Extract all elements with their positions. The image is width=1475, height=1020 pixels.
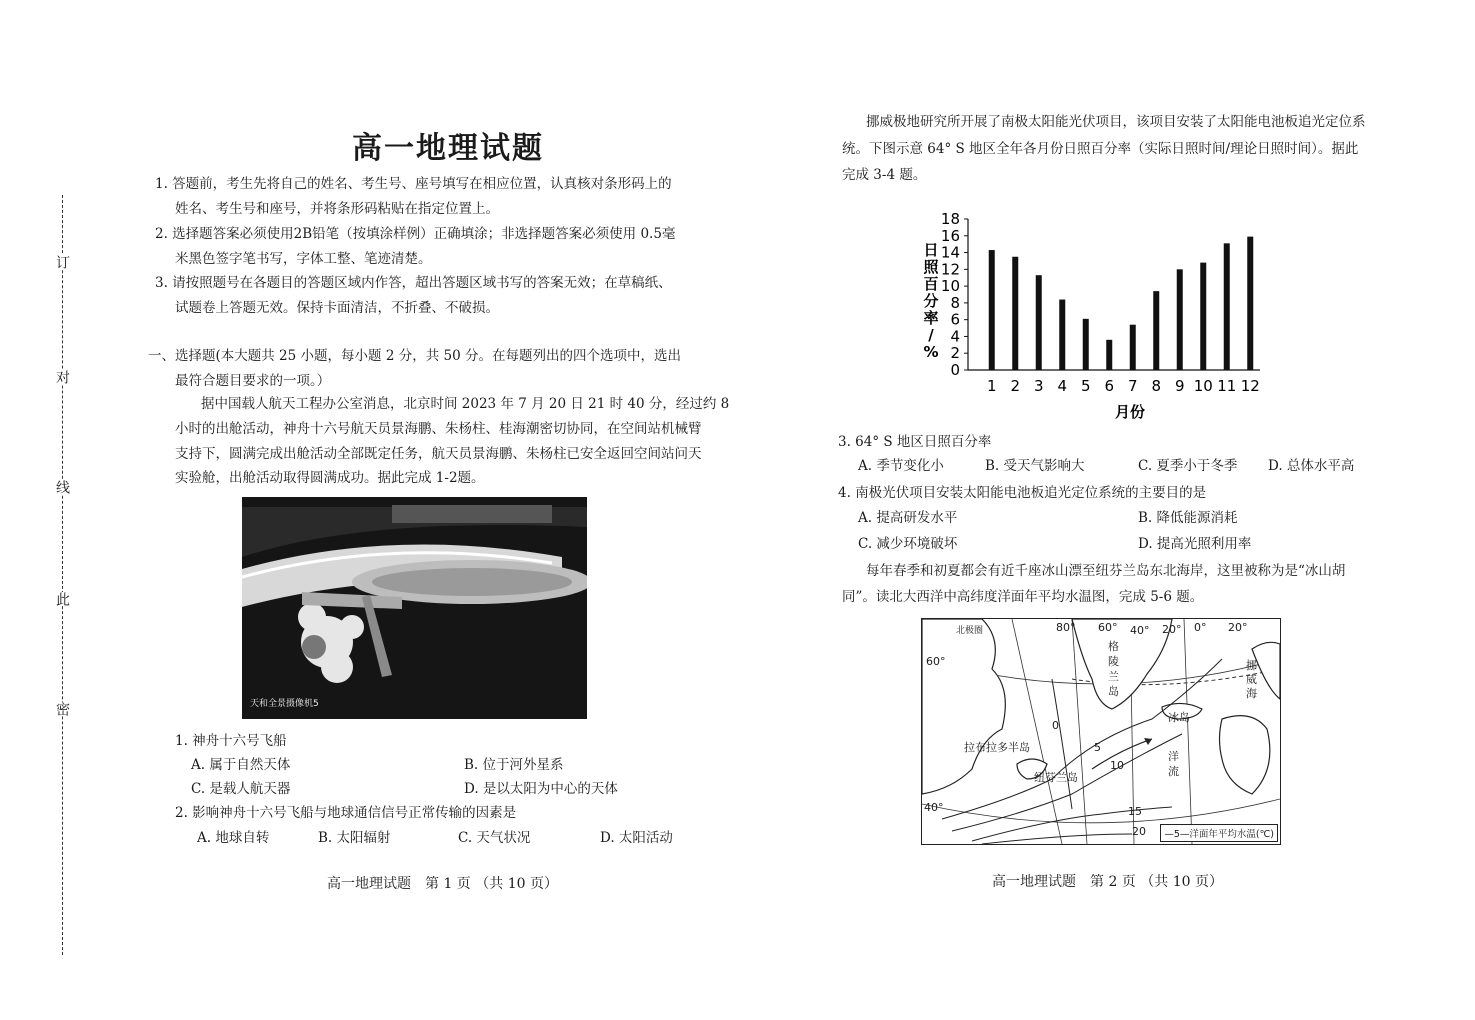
- lat-label: 60°: [926, 655, 946, 668]
- question-stem: 1. 神舟十六号飞船: [175, 733, 287, 749]
- map-label-norwegian-sea: 挪威海: [1246, 659, 1257, 700]
- x-tick-label: 10: [1193, 377, 1213, 395]
- question-stem: 2. 影响神舟十六号飞船与地球通信信号正常传输的因素是: [175, 805, 517, 821]
- isotherm-label: 0: [1052, 719, 1059, 732]
- bar-month-1: [989, 250, 995, 370]
- y-tick-label: 14: [940, 243, 960, 262]
- map-label-iceland: 冰岛: [1168, 711, 1190, 724]
- page-footer: 高一地理试题 第 2 页 （共 10 页）: [992, 874, 1223, 890]
- x-tick-label: 4: [1057, 377, 1068, 395]
- binding-char: 密: [54, 702, 70, 716]
- bar-month-8: [1153, 291, 1159, 370]
- lon-label: 20°: [1228, 621, 1248, 634]
- page-footer: 高一地理试题 第 1 页 （共 10 页）: [327, 876, 558, 892]
- passage-line: 同”。读北大西洋中高纬度洋面年平均水温图，完成 5-6 题。: [842, 589, 1204, 605]
- x-axis-label: 月份: [1114, 403, 1146, 421]
- lon-label: 0°: [1194, 621, 1207, 634]
- page-title: 高一地理试题: [352, 131, 544, 166]
- isotherm-label: 20: [1132, 825, 1146, 838]
- bar-month-9: [1177, 269, 1183, 370]
- photo-caption: 天和全景摄像机5: [250, 699, 319, 709]
- y-tick-label: 10: [940, 277, 960, 296]
- map-label: 北极圈: [956, 626, 984, 636]
- binding-dashed-line: [62, 195, 63, 955]
- x-tick-label: 5: [1080, 377, 1091, 395]
- lat-label: 40°: [924, 801, 944, 814]
- map-label-labrador: 拉布拉多半岛: [964, 741, 1030, 754]
- lon-label: 40°: [1130, 624, 1150, 637]
- option-d: D. 总体水平高: [1268, 458, 1355, 474]
- spacewalk-photo: [242, 497, 587, 719]
- passage-line: 每年春季和初夏都会有近千座冰山漂至纽芬兰岛东北海岸，这里被称为是“冰山胡: [866, 563, 1346, 579]
- option-b: B. 受天气影响大: [985, 458, 1085, 474]
- option-a: A. 地球自转: [197, 830, 270, 846]
- x-tick-label: 9: [1174, 377, 1185, 395]
- map-legend: —5—洋面年平均水温(℃): [1160, 824, 1278, 842]
- passage-line: 支持下，圆满完成出舱活动全部既定任务，航天员景海鹏、朱杨柱已安全返回空间站问天: [175, 446, 702, 462]
- instruction-line: 姓名、考生号和座号，并将条形码粘贴在指定位置上。: [175, 201, 499, 217]
- map-label-greenland: 格陵兰岛: [1108, 640, 1119, 698]
- option-a: A. 提高研发水平: [858, 510, 958, 526]
- option-c: C. 减少环境破坏: [858, 536, 958, 552]
- y-axis-label: [923, 241, 939, 361]
- option-d: D. 是以太阳为中心的天体: [464, 781, 618, 797]
- bar-month-10: [1200, 263, 1206, 370]
- option-d: D. 太阳活动: [600, 830, 673, 846]
- binding-char: 此: [54, 592, 70, 606]
- bar-month-2: [1012, 257, 1018, 370]
- section-heading: 一、选择题(本大题共 25 小题，每小题 2 分，共 50 分。在每题列出的四个选项中，选出: [148, 348, 681, 364]
- lon-label: 20°: [1162, 623, 1182, 636]
- x-tick-label: 2: [1010, 377, 1021, 395]
- bar-month-6: [1106, 340, 1112, 370]
- passage-line: 完成 3-4 题。: [842, 167, 927, 183]
- lon-label: 80°: [1056, 621, 1076, 634]
- binding-char: 线: [54, 480, 70, 494]
- isotherm-label: 10: [1110, 759, 1124, 772]
- bar-month-12: [1247, 237, 1253, 370]
- y-axis-label-char: 日: [923, 241, 939, 259]
- space-station-image: [242, 497, 587, 719]
- instruction-line: 米黑色签字笔书写，字体工整、笔迹清楚。: [175, 251, 432, 267]
- bar-month-4: [1059, 300, 1065, 370]
- x-tick-label: 3: [1033, 377, 1044, 395]
- option-b: B. 位于河外星系: [464, 757, 564, 773]
- x-tick-label: 8: [1151, 377, 1162, 395]
- bar-month-11: [1224, 243, 1230, 370]
- question-stem: 4. 南极光伏项目安装太阳能电池板追光定位系统的主要目的是: [838, 485, 1207, 501]
- y-tick-label: 6: [950, 310, 960, 329]
- instruction-line: 1. 答题前，考生先将自己的姓名、考生号、座号填写在相应位置，认真核对条形码上的: [155, 176, 672, 192]
- option-c: C. 天气状况: [458, 830, 531, 846]
- option-d: D. 提高光照利用率: [1138, 536, 1252, 552]
- option-b: B. 降低能源消耗: [1138, 510, 1238, 526]
- x-tick-label: 6: [1104, 377, 1115, 395]
- question-stem: 3. 64° S 地区日照百分率: [838, 434, 992, 450]
- map-graphic: [922, 619, 1280, 844]
- passage-line: 实验舱，出舱活动取得圆满成功。据此完成 1-2题。: [175, 470, 485, 486]
- x-tick-label: 1: [986, 377, 997, 395]
- option-c: C. 夏季小于冬季: [1138, 458, 1238, 474]
- binding-char: 对: [54, 370, 70, 384]
- y-axis-label-char: /: [928, 326, 934, 344]
- binding-char: 订: [54, 255, 70, 269]
- y-tick-label: 8: [950, 293, 960, 312]
- x-tick-label: 12: [1240, 377, 1260, 395]
- sunshine-bar-chart: [905, 205, 1275, 425]
- map-label-newfoundland: 纽芬兰岛: [1034, 771, 1078, 784]
- bar-month-3: [1036, 275, 1042, 370]
- option-b: B. 太阳辐射: [318, 830, 391, 846]
- instruction-line: 2. 选择题答案必须使用2B铅笔（按填涂样例）正确填涂；非选择题答案必须使用 0.5毫: [155, 226, 676, 242]
- y-axis-label-char: 照: [923, 258, 939, 276]
- y-axis-label-char: %: [923, 343, 939, 361]
- x-tick-label: 11: [1217, 377, 1237, 395]
- instruction-line: 试题卷上答题无效。保持卡面清洁，不折叠、不破损。: [175, 300, 499, 316]
- passage-line: 挪威极地研究所开展了南极太阳能光伏项目，该项目安装了太阳能电池板追光定位系: [866, 114, 1366, 130]
- option-a: A. 属于自然天体: [191, 757, 291, 773]
- section-heading: 最符合题目要求的一项。）: [175, 373, 331, 389]
- y-axis-label-char: 率: [923, 309, 939, 327]
- y-tick-label: 0: [950, 361, 960, 379]
- isotherm-label: 15: [1128, 805, 1142, 818]
- isotherm-label: 5: [1094, 741, 1101, 754]
- instruction-line: 3. 请按照题号在各题目的答题区域内作答，超出答题区域书写的答案无效；在草稿纸、: [155, 275, 672, 291]
- north-atlantic-sst-map: [921, 618, 1281, 845]
- option-c: C. 是载人航天器: [191, 781, 291, 797]
- y-tick-label: 12: [940, 260, 960, 279]
- lon-label: 60°: [1098, 621, 1118, 634]
- y-tick-label: 4: [950, 327, 960, 346]
- y-tick-label: 2: [950, 344, 960, 363]
- passage-line: 小时的出舱活动，神舟十六号航天员景海鹏、朱杨柱、桂海潮密切协同，在空间站机械臂: [175, 421, 702, 437]
- passage-line: 据中国载人航天工程办公室消息，北京时间 2023 年 7 月 20 日 21 时 40 分，经过约 8: [201, 396, 730, 412]
- map-label-current: 洋流: [1168, 750, 1179, 778]
- bar-month-7: [1130, 325, 1136, 370]
- y-tick-label: 16: [940, 226, 960, 245]
- y-axis-label-char: 百: [923, 275, 939, 293]
- bar-month-5: [1083, 319, 1089, 370]
- y-axis-label-char: 分: [923, 292, 939, 310]
- option-a: A. 季节变化小: [858, 458, 944, 474]
- x-tick-label: 7: [1127, 377, 1138, 395]
- y-tick-label: 18: [940, 210, 960, 228]
- passage-line: 统。下图示意 64° S 地区全年各月份日照百分率（实际日照时间/理论日照时间）。据此: [842, 141, 1359, 157]
